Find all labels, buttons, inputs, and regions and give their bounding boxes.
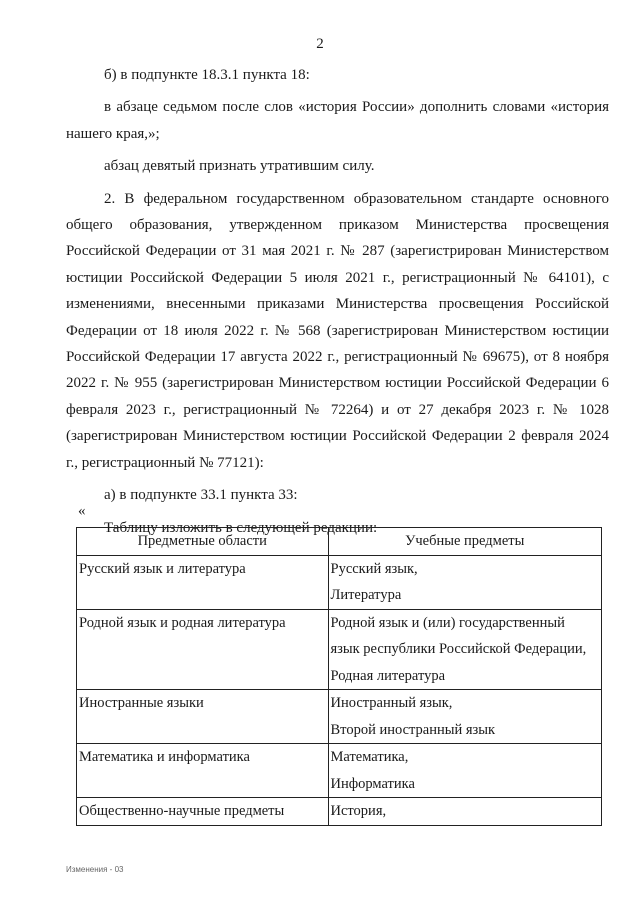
subject-line: История,	[330, 803, 387, 819]
subject-area-cell: Иностранные языки	[77, 690, 329, 744]
table-row	[77, 690, 602, 744]
table-row	[77, 798, 602, 826]
subject-line: язык республики Российской Федерации,	[330, 641, 587, 657]
header-subject-areas: Предметные области	[77, 528, 329, 556]
document-body	[66, 62, 609, 541]
opening-quote-mark: «	[78, 503, 86, 519]
table-header-row	[77, 528, 602, 556]
subject-line: Иностранный язык,	[330, 695, 453, 711]
subject-area-cell: Общественно-научные предметы	[77, 798, 329, 826]
table-row	[77, 744, 602, 798]
subject-area-cell: Математика и информатика	[77, 744, 329, 798]
subject-line: Литература	[330, 587, 402, 603]
subjects-cell	[328, 798, 602, 826]
subjects-cell	[328, 609, 602, 690]
subjects-cell	[328, 744, 602, 798]
paragraph-standard-amendment: 2. В федеральном государственном образовательном стандарте основного общего образования, утвержденном приказом Министерства просвещения Российской Федерации от 31 мая 2021 г. № 287 (зарегистрирован Министерством юстиции Российской Федерации 5 июля 2021 г., регистрационный № 64101), с изменениями, внесенными приказами Министерства просвещения Российской Федерации от 18 июля 2022 г. № 568 (зарегистрирован Министерством юстиции Российской Федерации 17 августа 2022 г., регистрационный № 69675), от 8 ноября 2022 г. № 955 (зарегистрирован Министерством юстиции Российской Федерации 6 февраля 2023 г., регистрационный № 72264) и от 27 декабря 2023 г. № 1028 (зарегистрирован Министерством юстиции Российской Федерации 2 февраля 2024 г., регистрационный № 77121):	[66, 190, 609, 471]
subject-line: Информатика	[330, 775, 415, 792]
table-row	[77, 609, 602, 690]
subject-line: Родная литература	[330, 667, 446, 684]
footer-revision-note: Изменения - 03	[66, 865, 124, 874]
paragraph-void-clause: абзац девятый признать утратившим силу.	[104, 158, 375, 175]
subjects-cell	[328, 690, 602, 744]
subject-line: Русский язык,	[330, 560, 418, 577]
subject-line: Родной язык и (или) государственный	[330, 614, 565, 631]
header-school-subjects: Учебные предметы	[328, 528, 602, 556]
subjects-table	[76, 527, 602, 826]
subject-line: Второй иностранный язык	[330, 721, 496, 738]
page-number: 2	[316, 36, 324, 52]
paragraph-table-intro: Таблицу изложить в следующей редакции:	[104, 519, 378, 536]
subject-area-cell: Родной язык и родная литература	[77, 609, 329, 690]
table-row	[77, 555, 602, 609]
subject-area-cell: Русский язык и литература	[77, 555, 329, 609]
subject-line: Математика,	[330, 749, 409, 765]
paragraph-subitem-b: б) в подпункте 18.3.1 пункта 18:	[104, 67, 310, 83]
paragraph-history-addition: в абзаце седьмом после слов «история России» дополнить словами «история нашего края,»;	[66, 99, 609, 142]
subjects-cell	[328, 555, 602, 609]
paragraph-subitem-a: а) в подпункте 33.1 пункта 33:	[104, 487, 298, 504]
